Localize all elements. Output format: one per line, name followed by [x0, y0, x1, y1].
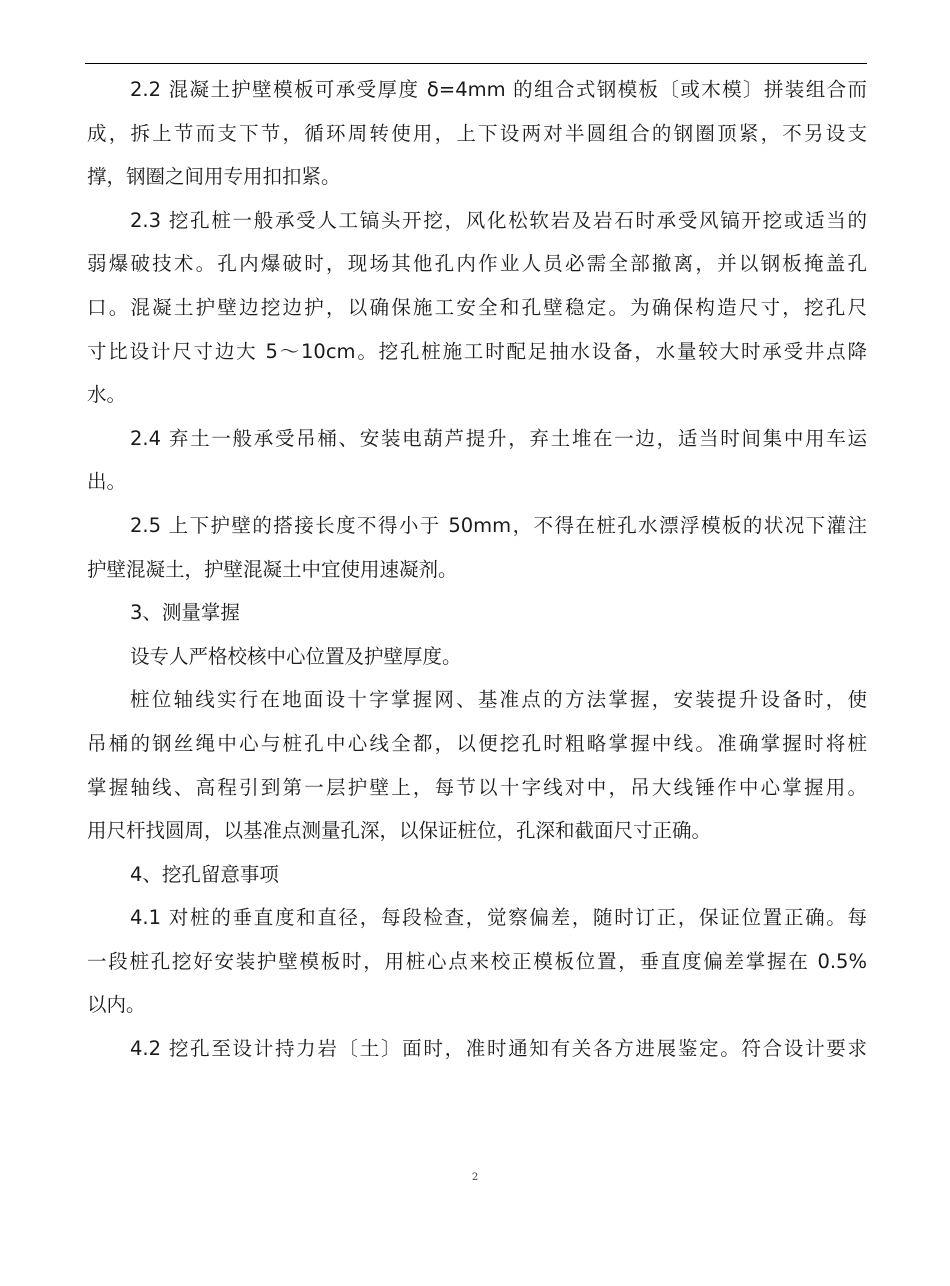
section-4-heading: 4、挖孔留意事项 — [130, 862, 279, 886]
paragraph-2-5-line-1: 2.5 上下护壁的搭接长度不得小于 50mm，不得在桩孔水漂浮模板的状况下灌注 — [130, 513, 867, 537]
paragraph-2-5-line-2: 护壁混凝土，护壁混凝土中宜使用速凝剂。 — [87, 557, 458, 581]
paragraph-2-3-line-5: 水。 — [87, 383, 127, 407]
paragraph-3-body-line-4: 用尺杆找圆周，以基准点测量孔深，以保证桩位，孔深和截面尺寸正确。 — [87, 819, 712, 843]
paragraph-2-2-line-1: 2.2 混凝土护壁模板可承受厚度 δ=4mm 的组合式钢模板〔或木模〕拼装组合而 — [130, 78, 867, 101]
header-rule — [85, 63, 867, 64]
paragraph-3-body-line-3: 掌握轴线、高程引到第一层护壁上，每节以十字线对中，吊大线锤作中心掌握用。 — [87, 775, 867, 799]
paragraph-2-3-line-4: 寸比设计尺寸边大 5～10cm。挖孔桩施工时配足抽水设备，水量较大时承受井点降 — [87, 339, 867, 363]
paragraph-4-1-line-1: 4.1 对桩的垂直度和直径，每段检查，觉察偏差，随时订正，保证位置正确。每 — [130, 906, 867, 930]
paragraph-3-body-line-2: 吊桶的钢丝绳中心与桩孔中心线全都，以便挖孔时粗略掌握中线。准确掌握时将桩 — [87, 731, 867, 755]
paragraph-4-2-line-1: 4.2 挖孔至设计持力岩〔土〕面时，准时通知有关各方进展鉴定。符合设计要求 — [130, 1037, 867, 1061]
paragraph-2-4-line-1: 2.4 弃土一般承受吊桶、安装电葫芦提升，弃土堆在一边，适当时间集中用车运 — [130, 426, 867, 450]
paragraph-2-2-line-3: 撑，钢圈之间用专用扣扣紧。 — [87, 165, 341, 189]
paragraph-4-1-line-3: 以内。 — [87, 993, 146, 1017]
paragraph-3-intro: 设专人严格校核中心位置及护壁厚度。 — [130, 644, 462, 668]
paragraph-2-3-line-3: 口。混凝土护壁边挖边护，以确保施工安全和孔壁稳定。为确保构造尺寸，挖孔尺 — [87, 295, 867, 319]
paragraph-2-2-line-2: 成，拆上节而支下节，循环周转使用，上下设两对半圆组合的钢圈顶紧，不另设支 — [87, 121, 867, 145]
section-3-heading: 3、测量掌握 — [130, 601, 240, 625]
paragraph-4-1-line-2: 一段桩孔挖好安装护壁模板时，用桩心点来校正模板位置，垂直度偏差掌握在 0.5% — [87, 949, 867, 973]
page-number: 2 — [471, 1172, 479, 1183]
paragraph-2-3-line-2: 弱爆破技术。孔内爆破时，现场其他孔内作业人员必需全部撤离，并以钢板掩盖孔 — [87, 252, 867, 276]
paragraph-2-3-line-1: 2.3 挖孔桩一般承受人工镐头开挖，风化松软岩及岩石时承受风镐开挖或适当的 — [130, 208, 867, 232]
paragraph-3-body-line-1: 桩位轴线实行在地面设十字掌握网、基准点的方法掌握，安装提升设备时，使 — [130, 688, 867, 712]
paragraph-2-4-line-2: 出。 — [87, 470, 127, 494]
document-body — [87, 68, 867, 1071]
